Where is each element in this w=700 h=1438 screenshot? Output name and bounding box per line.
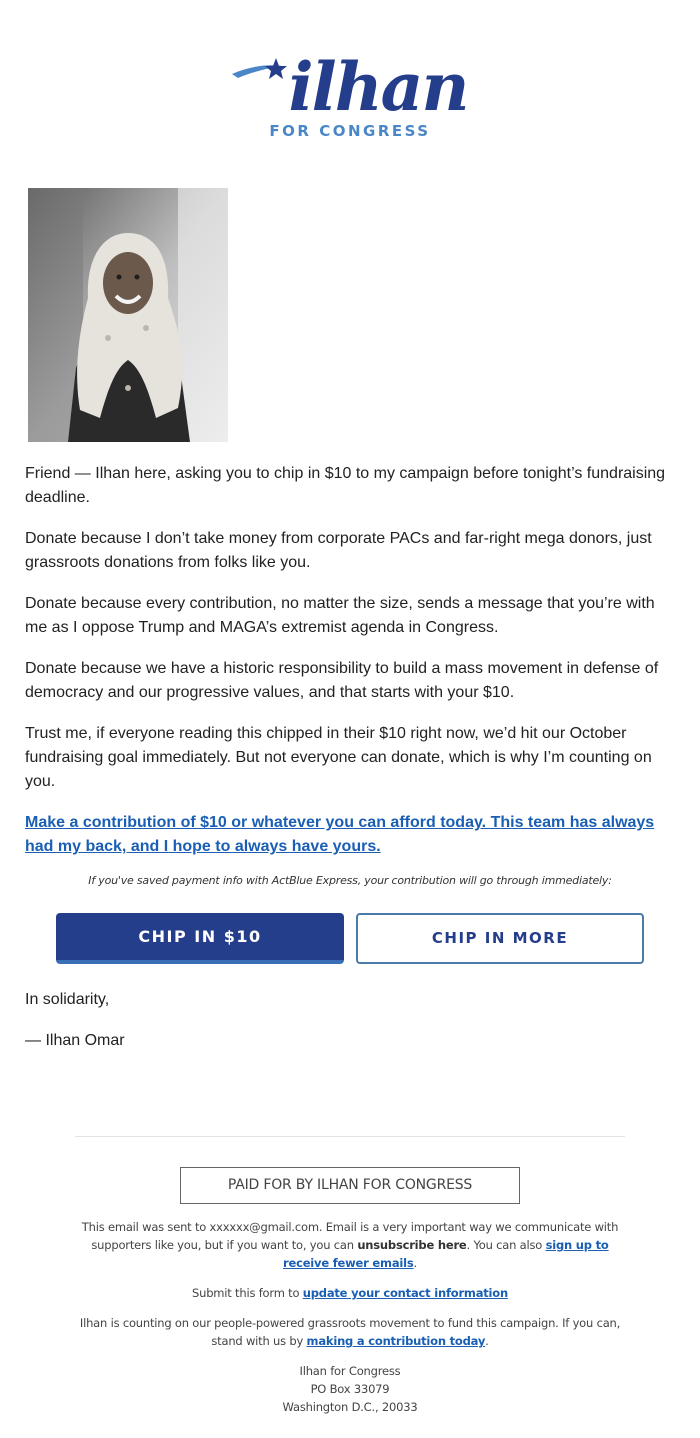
body-paragraph-2: Donate because I don’t take money from corporate PACs and far-right mega donors, just grassroots donations from folks like you.: [25, 530, 652, 571]
body-paragraph-4: Donate because we have a historic responsibility to build a mass movement in defense of democracy and our progressive values, and that starts with your $10.: [25, 660, 659, 701]
update-contact-link[interactable]: update your contact information: [302, 1286, 508, 1300]
footer-counting: [75, 1314, 625, 1350]
footer-sent-text: This email was sent to xxxxxx@gmail.com. Email is a very important way we communicate with supporters like you, but if you want to, you can: [81, 1220, 619, 1252]
logo-subtitle: FOR CONGRESS: [269, 122, 431, 140]
body-paragraph-1: Friend — Ilhan here, asking you to chip in $10 to my campaign before tonight’s fundraising deadline.: [25, 465, 666, 506]
portrait-photo-icon: [28, 188, 228, 442]
logo-wordmark: [230, 44, 470, 124]
footer-submit-text: Submit this form to: [192, 1286, 303, 1300]
footer-submit: [75, 1284, 625, 1302]
signature: — Ilhan Omar: [25, 1032, 125, 1049]
footer-sent-to: [75, 1218, 625, 1272]
body-paragraph-3: Donate because every contribution, no matter the size, sends a message that you’re with me as I oppose Trump and MAGA’s extremist agenda in Congress.: [25, 595, 655, 636]
chip-in-10-button[interactable]: CHIP IN $10: [56, 913, 344, 964]
address-line-2: PO Box 33079: [310, 1382, 390, 1396]
footer-address: [75, 1362, 625, 1416]
closing-line: In solidarity,: [25, 991, 110, 1008]
email-body: [25, 462, 675, 876]
logo-name: ilhan: [288, 48, 468, 124]
footer-period-2: .: [485, 1334, 489, 1348]
body-paragraph-5: Trust me, if everyone reading this chipped in their $10 right now, we’d hit our October fundraising goal immediately. But not everyone can donate, which is why I’m counting on you.: [25, 725, 652, 790]
actblue-express-note: If you've saved payment info with ActBlue Express, your contribution will go through immediately:: [88, 874, 612, 887]
closing-block: [25, 988, 125, 1070]
star-icon: [265, 58, 287, 79]
footer: [75, 1218, 625, 1428]
candidate-photo: [28, 188, 228, 442]
footer-divider: [75, 1136, 625, 1137]
footer-also-text: . You can also: [466, 1238, 546, 1252]
campaign-logo[interactable]: [0, 44, 700, 144]
fewer-emails-link[interactable]: sign up to receive fewer emails: [283, 1238, 609, 1270]
cta-paragraph: [25, 811, 675, 859]
chip-in-more-button[interactable]: CHIP IN MORE: [356, 913, 644, 964]
make-contribution-link[interactable]: making a contribution today: [306, 1334, 486, 1348]
footer-counting-text: Ilhan is counting on our people-powered grassroots movement to fund this campaign. If you can, stand with us by: [79, 1316, 621, 1348]
contribution-link[interactable]: Make a contribution of $10 or whatever you can afford today. This team has always had my back, and I hope to always have yours.: [25, 814, 655, 855]
address-line-1: Ilhan for Congress: [299, 1364, 401, 1378]
footer-period: .: [413, 1256, 417, 1270]
unsubscribe-link[interactable]: unsubscribe here: [357, 1238, 467, 1252]
paid-for-box: PAID FOR BY ILHAN FOR CONGRESS: [180, 1167, 520, 1204]
address-line-3: Washington D.C., 20033: [282, 1400, 418, 1414]
